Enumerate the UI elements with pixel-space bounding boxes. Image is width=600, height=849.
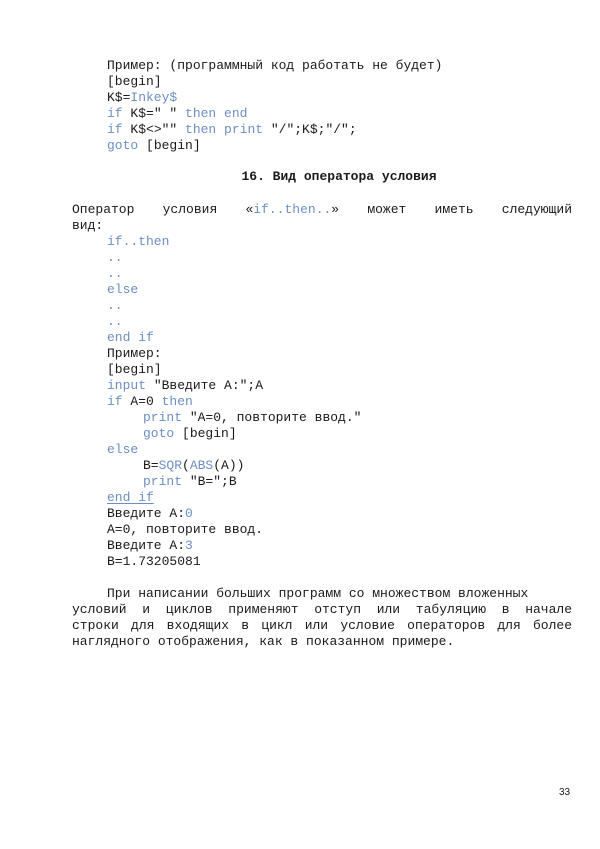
example2-end-if: end if <box>107 490 154 505</box>
output-value: 3 <box>185 538 193 553</box>
code-text: ( <box>182 458 190 473</box>
closing-paragraph-line1: При написании больших программ со множеством вложенных <box>107 586 529 601</box>
example2-else-line: else <box>107 442 139 457</box>
syntax-else: else <box>107 282 139 297</box>
code-text: A=0 <box>122 394 162 409</box>
example2-begin-label: [begin] <box>107 362 162 377</box>
code-keyword: then <box>161 394 193 409</box>
output-line2: A=0, повторите ввод. <box>107 522 264 537</box>
syntax-end-if: end if <box>107 330 154 345</box>
output-line3 <box>107 538 193 554</box>
example1-line3 <box>107 122 357 138</box>
syntax-dots: .. <box>107 266 123 281</box>
example2-print2-line <box>143 474 237 490</box>
output-line4: B=1.73205081 <box>107 554 201 569</box>
example2-goto-line <box>143 426 237 442</box>
closing-paragraph-line2: условий и циклов применяют отступ или табуляцию в начале <box>72 602 572 617</box>
code-keyword: goto <box>107 138 139 153</box>
example1-line4 <box>107 138 201 154</box>
code-keyword: if <box>107 122 123 137</box>
example2-if-line <box>107 394 193 410</box>
code-text: "B=";B <box>182 474 237 489</box>
example2-print-line <box>143 410 361 426</box>
output-text: Введите A: <box>107 506 186 521</box>
example1-intro: Пример: (программный код работать не будет) <box>107 58 443 73</box>
code-text: K$=" " <box>122 106 186 121</box>
output-line1 <box>107 506 193 522</box>
code-keyword: if <box>107 394 123 409</box>
page-number: 33 <box>559 787 571 798</box>
example2-label: Пример: <box>107 346 162 361</box>
code-keyword: print <box>143 474 183 489</box>
output-text: Введите A: <box>107 538 186 553</box>
example1-begin-label: [begin] <box>107 74 162 89</box>
example1-line2 <box>107 106 247 122</box>
syntax-dots: .. <box>107 250 123 265</box>
code-text: K$<>"" <box>122 122 186 137</box>
code-text: [begin] <box>138 138 201 153</box>
code-keyword: print <box>143 410 183 425</box>
code-text: [begin] <box>174 426 237 441</box>
section-heading: 16. Вид оператора условия <box>241 169 437 184</box>
code-keyword: then print <box>185 122 264 137</box>
closing-paragraph-line3: строки для входящих в цикл или условие операторов для более <box>72 618 572 633</box>
intro-paragraph-line2: вид: <box>72 218 104 233</box>
para-text: Оператор условия « <box>72 202 254 217</box>
code-text: K$= <box>107 90 131 105</box>
code-text: (A)) <box>213 458 245 473</box>
code-keyword: ABS <box>189 458 214 473</box>
example2-input-line <box>107 378 263 394</box>
code-keyword: if..then.. <box>253 202 332 217</box>
code-text: "Введите A:";A <box>146 378 264 393</box>
code-keyword: if <box>107 106 123 121</box>
closing-paragraph-line4: наглядного отображения, как в показанном примере. <box>72 634 455 649</box>
syntax-if-then: if..then <box>107 234 170 249</box>
code-text: "A=0, повторите ввод." <box>182 410 362 425</box>
example2-assign-line <box>143 458 244 474</box>
code-keyword: input <box>107 378 147 393</box>
code-keyword: SQR <box>158 458 183 473</box>
syntax-dots: .. <box>107 314 123 329</box>
code-keyword: goto <box>143 426 175 441</box>
code-keyword: Inkey$ <box>130 90 178 105</box>
output-value: 0 <box>185 506 193 521</box>
syntax-dots: .. <box>107 298 123 313</box>
intro-paragraph-line1 <box>72 202 572 218</box>
para-text: » может иметь следующий <box>331 202 572 217</box>
code-keyword: then end <box>185 106 248 121</box>
code-text: B= <box>143 458 159 473</box>
code-text: "/";K$;"/"; <box>263 122 357 137</box>
example1-line1 <box>107 90 177 106</box>
